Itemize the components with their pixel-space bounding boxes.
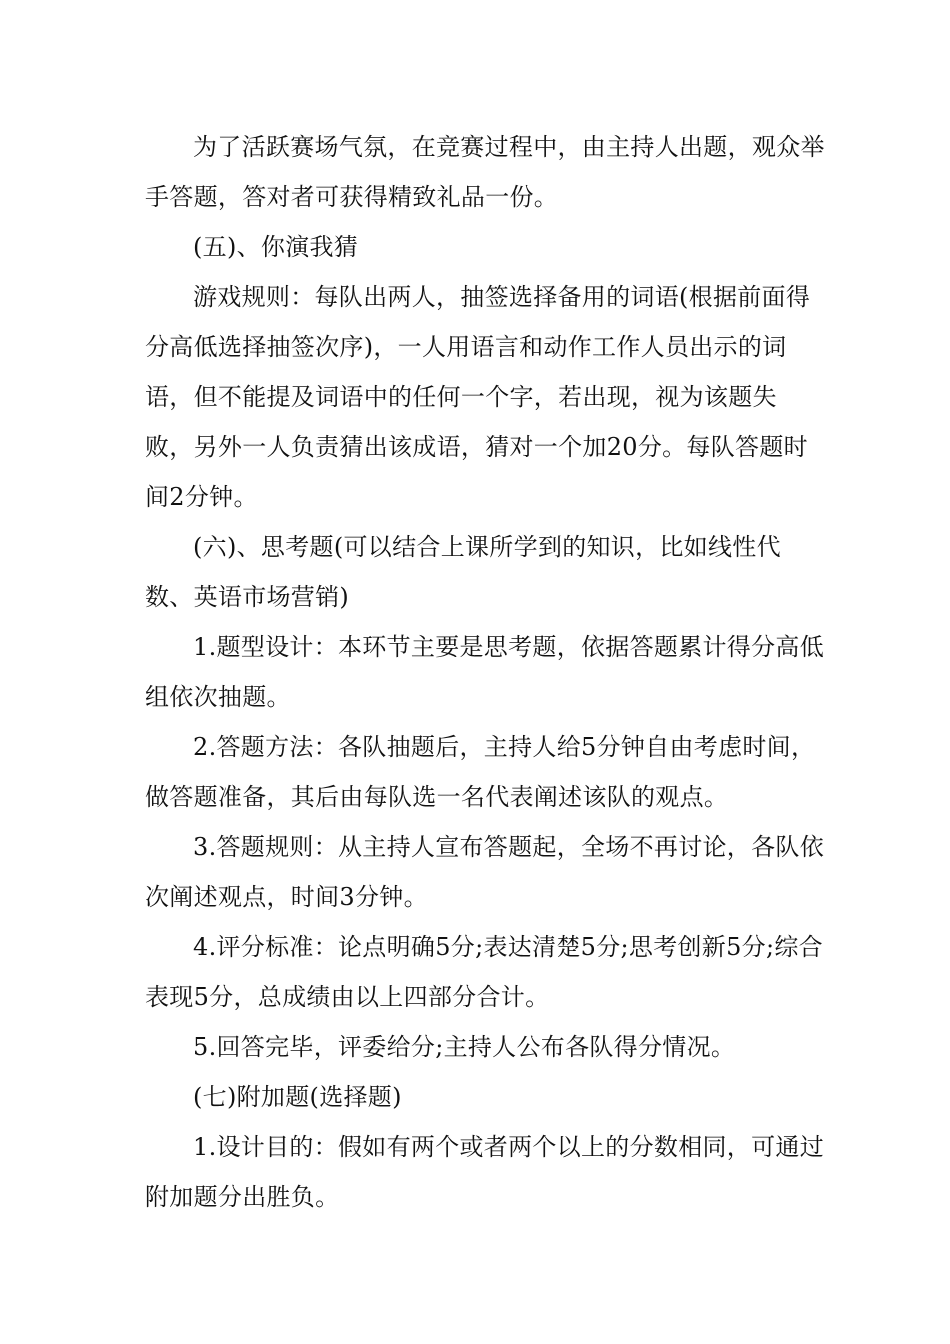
paragraph-answer-rules: 3.答题规则：从主持人宣布答题起，全场不再讨论，各队依次阐述观点，时间3分钟。 [145,833,824,911]
paragraph-question-design: 1.题型设计：本环节主要是思考题，依据答题累计得分高低组依次抽题。 [145,633,824,711]
paragraph-answer-method: 2.答题方法：各队抽题后，主持人给5分钟自由考虑时间，做答题准备，其后由每队选一名代表阐述该队的观点。 [145,733,816,811]
heading-section-5: (五)、你演我猜 [193,233,359,261]
paragraph-audience-quiz: 为了活跃赛场气氛，在竞赛过程中，由主持人出题，观众举手答题，答对者可获得精致礼品一份。 [145,133,825,211]
document-body [145,122,825,1222]
heading-section-6: (六)、思考题(可以结合上课所学到的知识，比如线性代数、英语市场营销) [145,533,781,611]
paragraph-game-rules: 游戏规则：每队出两人，抽签选择备用的词语(根据前面得分高低选择抽签次序)，一人用语言和动作工作人员出示的词语，但不能提及词语中的任何一个字，若出现，视为该题失败，另外一人负责猜出该成语，猜对一个加20分。每队答题时间2分钟。 [145,283,811,511]
paragraph-after-answer: 5.回答完毕，评委给分;主持人公布各队得分情况。 [193,1033,736,1061]
paragraph-scoring-criteria: 4.评分标准：论点明确5分;表达清楚5分;思考创新5分;综合表现5分，总成绩由以上四部分合计。 [145,933,823,1011]
paragraph-design-purpose: 1.设计目的：假如有两个或者两个以上的分数相同，可通过附加题分出胜负。 [145,1133,824,1211]
heading-section-7: (七)附加题(选择题) [193,1083,402,1111]
